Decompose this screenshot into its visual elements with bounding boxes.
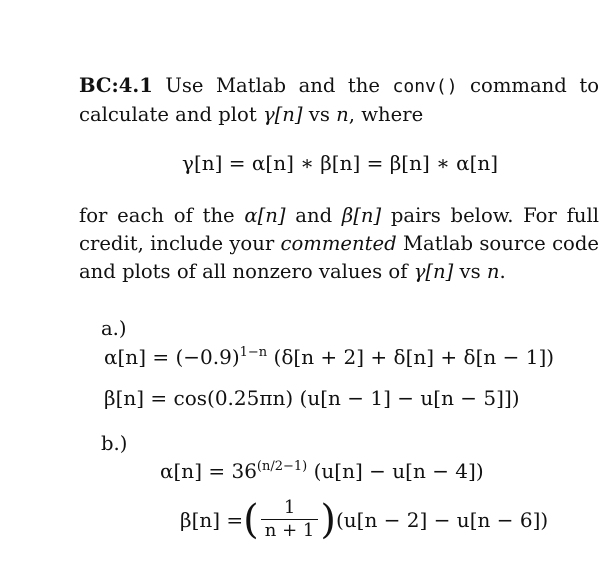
n-symbol: n <box>336 103 349 126</box>
commented-emphasis: commented <box>280 232 397 255</box>
fraction-numerator: 1 <box>283 497 296 518</box>
left-paren: ( <box>243 496 259 543</box>
right-paren: ) <box>320 496 336 543</box>
part-a-alpha-exponent: 1−n <box>239 345 268 360</box>
instr-text-1: for each of the <box>79 204 245 227</box>
beta-symbol: β[n] <box>341 204 382 227</box>
instr-text-3: Matlab source code and plots of all nonzero values of <box>79 232 599 283</box>
n-symbol-2: n <box>486 260 500 283</box>
part-b-alpha-lhs: α[n] = 36 <box>160 459 257 483</box>
part-b-beta-lhs: β[n] = <box>180 507 244 532</box>
part-b-label: b.) <box>101 432 128 455</box>
problem-label: BC:4.1 <box>79 74 153 97</box>
part-b-beta-rhs: (u[n − 2] − u[n − 6]) <box>335 507 549 532</box>
fraction-denominator: n + 1 <box>261 519 319 542</box>
intro-text-2: command to calculate and plot <box>79 74 599 126</box>
part-a-label: a.) <box>101 317 127 340</box>
alpha-symbol: α[n] <box>244 204 286 227</box>
intro-text-1: Use Matlab and the <box>152 74 393 97</box>
gamma-symbol-2: γ[n] <box>413 260 454 283</box>
gamma-symbol: γ[n] <box>262 103 303 126</box>
main-convolution-equation: γ[n] = α[n] ∗ β[n] = β[n] ∗ α[n] <box>182 151 499 175</box>
part-b-alpha-exponent: (n/2−1) <box>256 459 308 474</box>
period: . <box>499 260 506 283</box>
part-a-beta-equation: β[n] = cos(0.25πn) (u[n − 1] − u[n − 5]]) <box>104 386 520 410</box>
part-b-beta-equation <box>180 497 548 542</box>
problem-statement <box>79 72 599 129</box>
instr-text-2: pairs below. For full credit, include your <box>79 204 599 255</box>
conv-command: conv() <box>392 76 458 97</box>
instructions-paragraph <box>79 202 599 286</box>
and-text: and <box>285 204 342 227</box>
part-a-alpha-lhs: α[n] = (−0.9) <box>104 345 240 369</box>
vs-text: vs <box>302 103 337 126</box>
vs-text-2: vs <box>453 260 487 283</box>
where-text: , where <box>348 103 424 126</box>
fraction <box>261 497 319 542</box>
part-b-alpha-equation <box>160 459 484 483</box>
part-a-alpha-rhs: (δ[n + 2] + δ[n] + δ[n − 1]) <box>267 345 555 369</box>
part-b-alpha-rhs: (u[n] − u[n − 4]) <box>307 459 484 483</box>
part-a-alpha-equation <box>104 345 554 369</box>
